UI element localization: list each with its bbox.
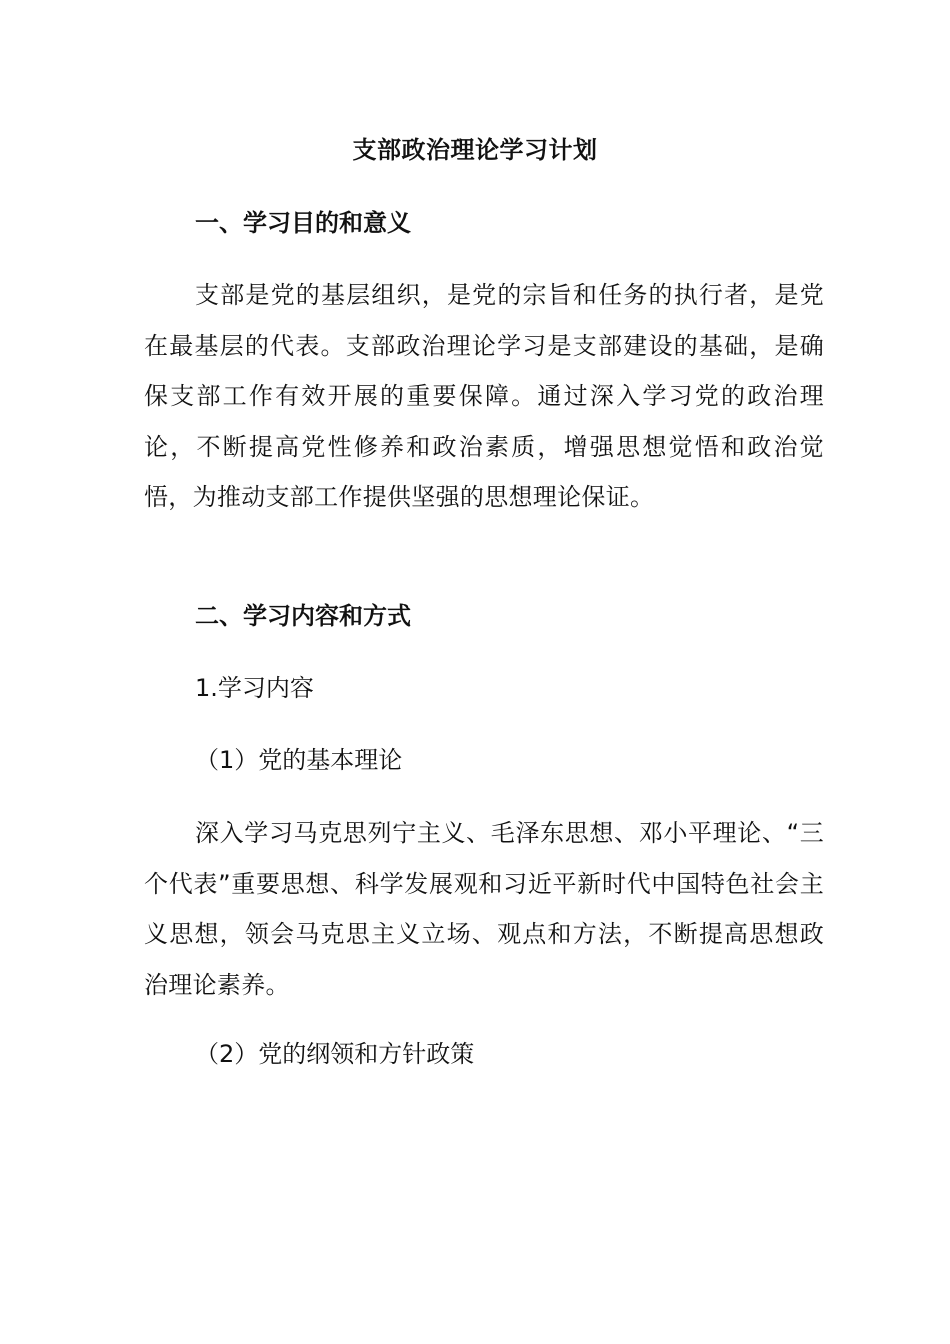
document-title: 支部政治理论学习计划 (352, 136, 598, 164)
paragraph-basic-theory: 深入学习马克思列宁主义、毛泽东思想、邓小平理论、“三个代表”重要思想、科学发展观和习近平新时代中国特色社会主义思想，领会马克思主义立场、观点和方法，不断提高思想政治理论素养。 (144, 819, 824, 999)
item-heading-basic-theory: （1）党的基本理论 (195, 746, 403, 774)
item-heading-party-program: （2）党的纲领和方针政策 (195, 1040, 475, 1068)
section-heading-content: 二、学习内容和方式 (195, 602, 411, 630)
section-heading-purpose: 一、学习目的和意义 (195, 209, 411, 237)
subheading-study-content: 1.学习内容 (195, 674, 314, 702)
paragraph-purpose: 支部是党的基层组织，是党的宗旨和任务的执行者，是党在最基层的代表。支部政治理论学习是支部建设的基础，是确保支部工作有效开展的重要保障。通过深入学习党的政治理论，不断提高党性修养和政治素质，增强思想觉悟和政治觉悟，为推动支部工作提供坚强的思想理论保证。 (144, 281, 824, 511)
